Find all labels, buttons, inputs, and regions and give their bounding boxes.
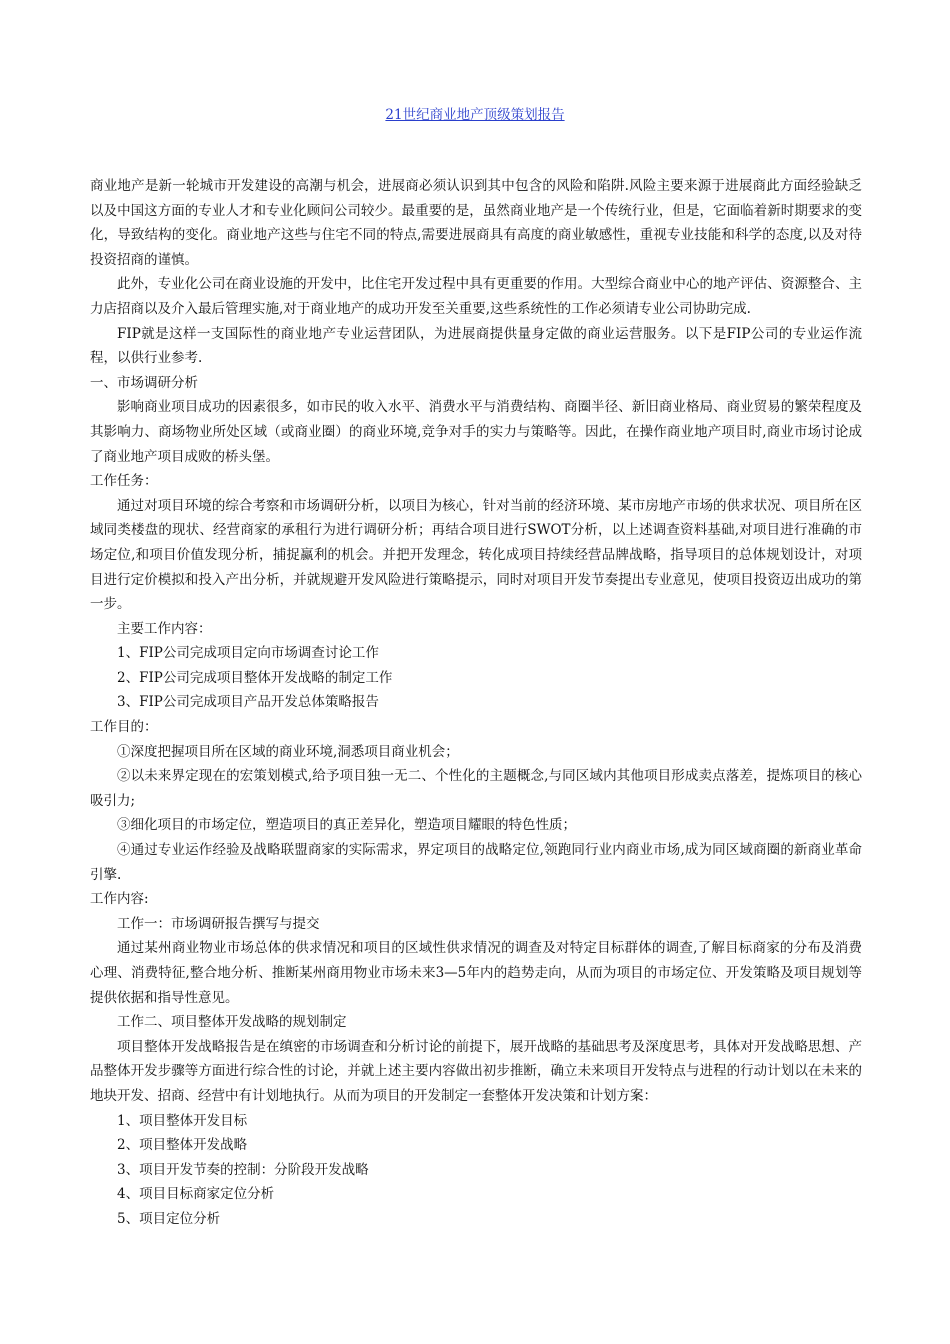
paragraph: 工作任务： [90, 473, 158, 490]
paragraph: 此外，专业化公司在商业设施的开发中，比住宅开发过程中具有更重要的作用。大型综合商业中心的地产评估、资源整合、主力店招商以及介入最后管理实施,对于商业地产的成功开发至关重要,这些系统性的工作必须请专业公司协助完成. [90, 276, 862, 317]
paragraph: ②以未来界定现在的宏策划模式,给予项目独一无二、个性化的主题概念,与同区域内其他项目形成卖点落差，提炼项目的核心吸引力; [90, 768, 862, 809]
document-body [90, 174, 862, 1232]
paragraph: 1、项目整体开发目标 [117, 1112, 248, 1129]
paragraph: 通过某州商业物业市场总体的供求情况和项目的区域性供求情况的调查及对特定目标群体的调查,了解目标商家的分布及消费心理、消费特征,整合地分析、推断某州商用物业市场未来3—5年内的趋势走向，从而为项目的市场定位、开发策略及项目规划等提供依据和指导性意见。 [90, 940, 862, 1006]
paragraph: FIP就是这样一支国际性的商业地产专业运营团队，为进展商提供量身定做的商业运营服务。以下是FIP公司的专业运作流程，以供行业参考. [90, 325, 862, 367]
paragraph: 商业地产是新一轮城市开发建设的高潮与机会，进展商必须认识到其中包含的风险和陷阱.风险主要来源于进展商此方面经验缺乏以及中国这方面的专业人才和专业化顾问公司较少。最重要的是，虽然商业地产是一个传统行业，但是，它面临着新时期要求的变化，导致结构的变化。商业地产这些与住宅不同的特点,需要进展商具有高度的商业敏感性，重视专业技能和科学的态度,以及对待投资招商的谨慎。 [90, 178, 862, 268]
paragraph: 3、FIP公司完成项目产品开发总体策略报告 [117, 694, 379, 711]
paragraph: 主要工作内容： [117, 620, 212, 637]
paragraph: 项目整体开发战略报告是在缜密的市场调查和分析讨论的前提下，展开战略的基础思考及深度思考，具体对开发战略思想、产品整体开发步骤等方面进行综合性的讨论，并就上述主要内容做出初步推断，确立未来项目开发特点与进程的行动计划以在未来的地块开发、招商、经营中有计划地执行。从而为项目的开发制定一套整体开发决策和计划方案： [90, 1038, 862, 1104]
paragraph: 工作目的： [90, 719, 158, 736]
paragraph: 5、项目定位分析 [117, 1210, 221, 1227]
paragraph: ①深度把握项目所在区域的商业环境,洞悉项目商业机会； [117, 743, 459, 760]
paragraph: 影响商业项目成功的因素很多，如市民的收入水平、消费水平与消费结构、商圈半径、新旧商业格局、商业贸易的繁荣程度及其影响力、商场物业所处区域（或商业圈）的商业环境,竞争对手的实力与策略等。因此，在操作商业地产项目时,商业市场讨论成了商业地产项目成败的桥头堡。 [90, 399, 862, 465]
paragraph: 通过对项目环境的综合考察和市场调研分析，以项目为核心，针对当前的经济环境、某市房地产市场的供求状况、项目所在区域同类楼盘的现状、经营商家的承租行为进行调研分析；再结合项目进行SWOT分析，以上述调查资料基础,对项目进行准确的市场定位,和项目价值发现分析，捕捉赢利的机会。并把开发理念，转化成项目持续经营品牌战略，指导项目的总体规划设计，对项目进行定价模拟和投入产出分析，并就规避开发风险进行策略提示，同时对项目开发节奏提出专业意见，使项目投资迈出成功的第一步。 [90, 497, 862, 613]
paragraph: ④通过专业运作经验及战略联盟商家的实际需求，界定项目的战略定位,领跑同行业内商业市场,成为同区域商圈的新商业革命引擎. [90, 842, 862, 883]
paragraph: 工作二、项目整体开发战略的规划制定 [117, 1014, 347, 1031]
paragraph: 一、市场调研分析 [90, 374, 198, 391]
paragraph: 2、项目整体开发战略 [117, 1137, 248, 1154]
paragraph: 2、FIP公司完成项目整体开发战略的制定工作 [117, 669, 393, 686]
paragraph: ③细化项目的市场定位，塑造项目的真正差异化，塑造项目耀眼的特色性质； [117, 817, 576, 834]
paragraph: 1、FIP公司完成项目定向市场调查讨论工作 [117, 645, 379, 662]
paragraph: 3、项目开发节奏的控制：分阶段开发战略 [117, 1161, 369, 1178]
paragraph: 工作一：市场调研报告撰写与提交 [117, 915, 320, 932]
paragraph: 工作内容: [90, 891, 149, 908]
document-title[interactable]: 21世纪商业地产顶级策划报告 [385, 107, 565, 123]
paragraph: 4、项目目标商家定位分析 [117, 1186, 275, 1203]
